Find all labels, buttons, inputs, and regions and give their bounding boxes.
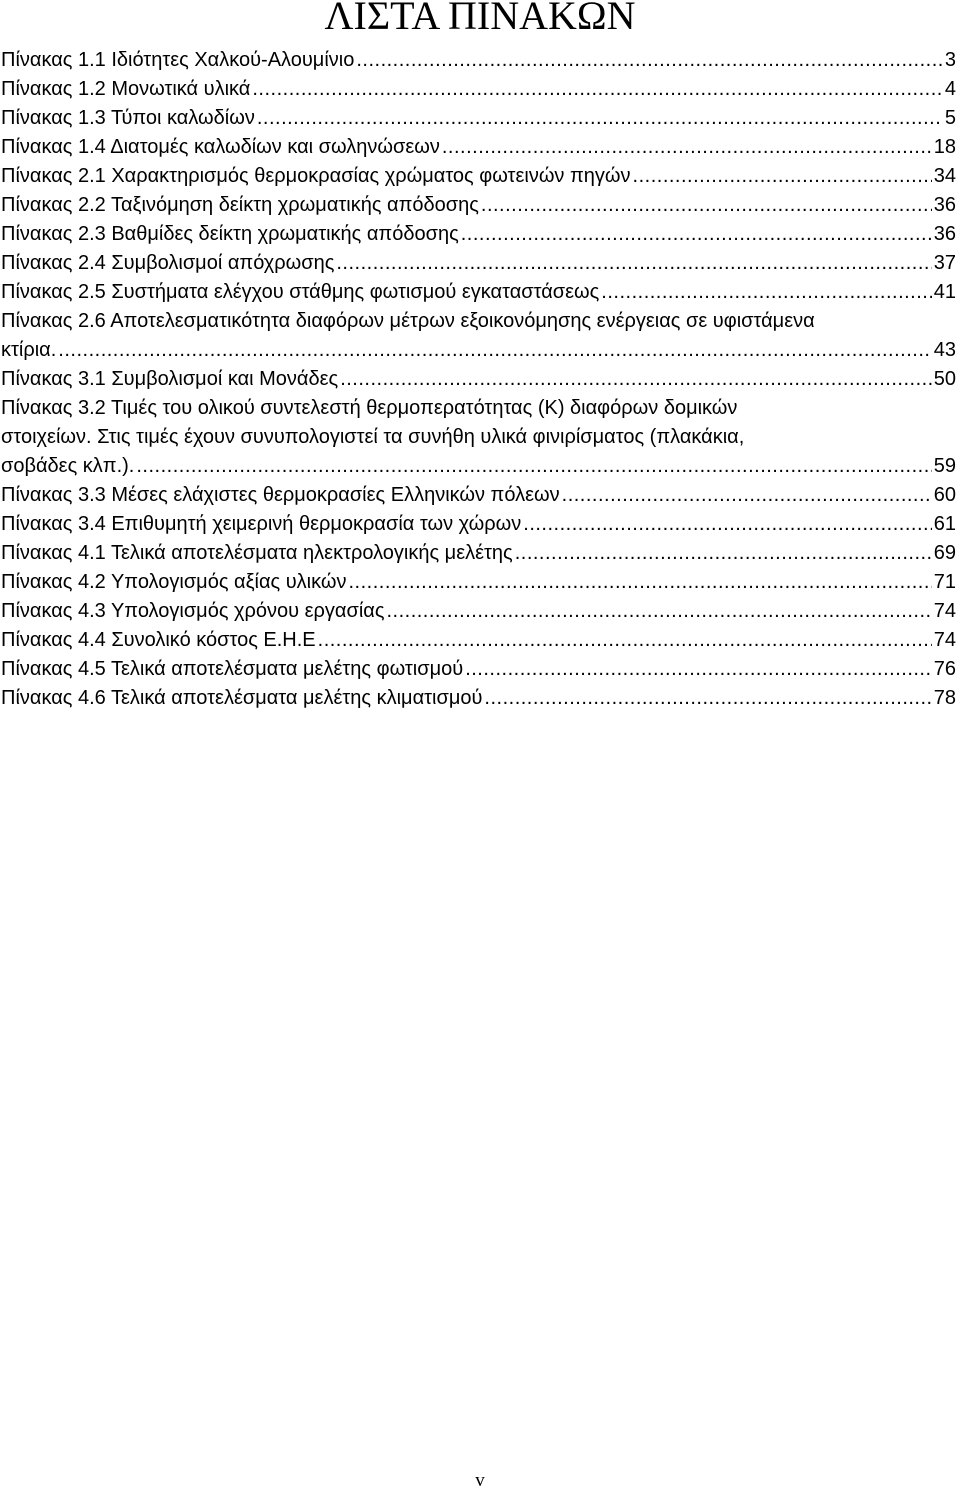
dot-leader: [465, 655, 932, 684]
toc-entry-label: Πίνακας 4.5 Τελικά αποτελέσματα μελέτης φωτισμού: [1, 658, 464, 680]
page-number: v: [475, 1470, 485, 1491]
toc-entry-label: Πίνακας 1.3 Τύποι καλωδίων: [1, 107, 255, 129]
toc-entry[interactable]: [1, 655, 956, 684]
dot-leader: [461, 220, 932, 249]
dot-leader: [136, 452, 931, 481]
toc-entry[interactable]: [1, 75, 956, 104]
toc-entry-page: 78: [933, 687, 956, 709]
dot-leader: [484, 684, 931, 713]
toc-entry-page: 60: [933, 484, 956, 506]
dot-leader: [562, 481, 932, 510]
table-of-contents: [1, 46, 956, 713]
toc-entry-page: 37: [933, 252, 956, 274]
dot-leader: [601, 278, 931, 307]
toc-entry-label: Πίνακας 2.2 Ταξινόμηση δείκτη χρωματικής απόδοσης: [1, 194, 479, 216]
dot-leader: [442, 133, 932, 162]
toc-entry-label-lead: Πίνακας 3.2 Τιμές του ολικού συντελεστή θερμοπερατότητας (Κ) διαφόρων δομικών: [1, 397, 738, 419]
toc-entry[interactable]: [1, 278, 956, 307]
toc-entry-page: 74: [933, 600, 956, 622]
dot-leader: [336, 249, 931, 278]
toc-entry[interactable]: [1, 220, 956, 249]
toc-entry[interactable]: [1, 46, 956, 75]
toc-entry-label: Πίνακας 4.2 Υπολογισμός αξίας υλικών: [1, 571, 347, 593]
toc-entry-page: 41: [933, 281, 956, 303]
dot-leader: [386, 597, 931, 626]
toc-entry-label: Πίνακας 4.6 Τελικά αποτελέσματα μελέτης κλιματισμού: [1, 687, 483, 709]
toc-entry-label: Πίνακας 1.2 Μονωτικά υλικά: [1, 78, 251, 100]
toc-entry[interactable]: [1, 597, 956, 626]
page-title: ΛΙΣΤΑ ΠΙΝΑΚΩΝ: [324, 0, 636, 38]
toc-entry-page: 59: [933, 455, 956, 477]
toc-entry-label: Πίνακας 2.3 Βαθμίδες δείκτη χρωματικής απόδοσης: [1, 223, 459, 245]
toc-entry-label: Πίνακας 3.4 Επιθυμητή χειμερινή θερμοκρασία των χώρων: [1, 513, 522, 535]
dot-leader: [515, 539, 932, 568]
dot-leader: [523, 510, 931, 539]
toc-entry[interactable]: [1, 162, 956, 191]
dot-leader: [318, 626, 932, 655]
toc-entry[interactable]: [1, 568, 956, 597]
toc-entry-page: 36: [933, 194, 956, 216]
toc-entry-page: 36: [933, 223, 956, 245]
toc-entry[interactable]: [1, 133, 956, 162]
dot-leader: [257, 104, 943, 133]
toc-entry[interactable]: [1, 307, 956, 365]
toc-entry-label-lead: στοιχείων. Στις τιμές έχουν συνυπολογιστεί τα συνήθη υλικά φινιρίσματος (πλακάκια,: [1, 426, 745, 448]
toc-entry[interactable]: [1, 626, 956, 655]
toc-entry-page: 3: [944, 49, 956, 71]
toc-entry-page: 71: [933, 571, 956, 593]
toc-entry[interactable]: [1, 365, 956, 394]
toc-entry[interactable]: [1, 104, 956, 133]
toc-entry-label: Πίνακας 3.3 Μέσες ελάχιστες θερμοκρασίες Ελληνικών πόλεων: [1, 484, 560, 506]
dot-leader: [633, 162, 932, 191]
toc-entry[interactable]: [1, 394, 956, 481]
toc-entry-label: Πίνακας 4.1 Τελικά αποτελέσματα ηλεκτρολογικής μελέτης: [1, 542, 513, 564]
toc-entry-page: 76: [933, 658, 956, 680]
dot-leader: [481, 191, 932, 220]
toc-entry-label: κτίρια.: [1, 339, 57, 361]
toc-entry-page: 18: [933, 136, 956, 158]
toc-entry-label-lead: Πίνακας 2.6 Αποτελεσματικότητα διαφόρων μέτρων εξοικονόμησης ενέργειας σε υφιστάμενα: [1, 310, 815, 332]
dot-leader: [348, 568, 931, 597]
toc-entry[interactable]: [1, 191, 956, 220]
toc-entry-label: σοβάδες κλπ.).: [1, 455, 135, 477]
toc-entry[interactable]: [1, 510, 956, 539]
toc-entry-label: Πίνακας 4.4 Συνολικό κόστος Ε.Η.Ε: [1, 629, 316, 651]
toc-entry[interactable]: [1, 539, 956, 568]
toc-entry-label: Πίνακας 1.1 Ιδιότητες Χαλκού-Αλουμίνιο: [1, 49, 355, 71]
toc-entry-page: 5: [944, 107, 956, 129]
toc-entry-page: 74: [933, 629, 956, 651]
toc-entry-label: Πίνακας 3.1 Συμβολισμοί και Μονάδες: [1, 368, 339, 390]
dot-leader: [252, 75, 943, 104]
toc-entry-label: Πίνακας 2.1 Χαρακτηρισμός θερμοκρασίας χρώματος φωτεινών πηγών: [1, 165, 631, 187]
toc-entry-page: 61: [933, 513, 956, 535]
toc-entry-page: 69: [933, 542, 956, 564]
toc-entry[interactable]: [1, 684, 956, 713]
toc-entry-page: 43: [933, 339, 956, 361]
toc-entry[interactable]: [1, 249, 956, 278]
toc-entry-page: 4: [944, 78, 956, 100]
toc-entry-label: Πίνακας 2.4 Συμβολισμοί απόχρωσης: [1, 252, 335, 274]
toc-entry-page: 50: [933, 368, 956, 390]
dot-leader: [340, 365, 932, 394]
toc-entry-label: Πίνακας 2.5 Συστήματα ελέγχου στάθμης φωτισμού εγκαταστάσεως: [1, 281, 600, 303]
toc-entry-label: Πίνακας 4.3 Υπολογισμός χρόνου εργασίας: [1, 600, 385, 622]
toc-entry-page: 34: [933, 165, 956, 187]
toc-entry[interactable]: [1, 481, 956, 510]
toc-entry-label: Πίνακας 1.4 Διατομές καλωδίων και σωληνώσεων: [1, 136, 440, 158]
dot-leader: [356, 46, 943, 75]
dot-leader: [58, 336, 931, 365]
